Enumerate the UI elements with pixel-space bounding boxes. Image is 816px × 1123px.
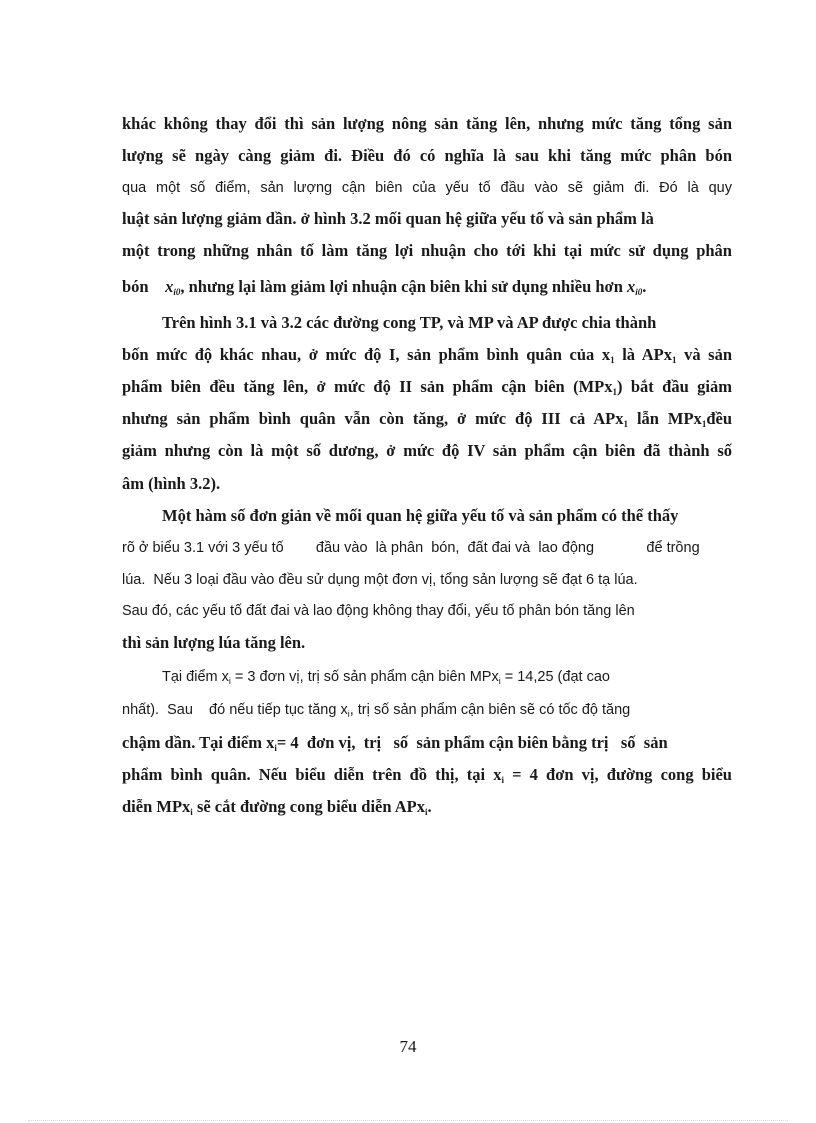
paragraph1-line1: khác không thay đổi thì sản lượng nông sản tăng lên, nhưng mức tăng tổng sản [122, 114, 732, 133]
text-segment: bốn mức độ khác nhau, ở mức độ I, sản phẩm bình quân của x [122, 345, 611, 364]
text-segment: đều [706, 409, 732, 428]
paragraph3-line3: lúa. Nếu 3 loại đầu vào đều sử dụng một đơn vị, tổng sản lượng sẽ đạt 6 tạ lúa. [122, 572, 638, 588]
math-subscript: i0 [635, 287, 643, 297]
text-segment: chậm dần. Tại điểm x [122, 733, 275, 752]
subscript: 1 [671, 355, 677, 365]
text-segment: = 3 đơn vị, trị số sản phẩm cận biên MPx [230, 669, 499, 685]
paragraph4-line2 [122, 700, 732, 724]
paragraph3-line2: rõ ở biểu 3.1 với 3 yếu tố đầu vào là phân bón, đất đai và lao động để trồng [122, 540, 700, 556]
paragraph4-line4 [122, 765, 732, 790]
subscript: 1 [701, 419, 707, 429]
subscript: 1 [623, 419, 628, 429]
paragraph2-line4 [122, 409, 732, 434]
paragraph1-line6 [122, 277, 732, 302]
text-segment: bón [122, 277, 149, 296]
math-variable: x [165, 277, 174, 296]
paragraph3-line1: Một hàm số đơn giản về mối quan hệ giữa yếu tố và sản phẩm có thể thấy [162, 506, 679, 525]
text-segment: = 4 đơn vị, đường cong biểu [503, 765, 732, 784]
page-number: 74 [399, 1037, 417, 1056]
text-segment: = 14,25 (đạt cao [500, 669, 610, 685]
text-segment: phẩm biên đều tăng lên, ở mức độ II sản phẩm cận biên (MPx [122, 377, 613, 396]
text-segment: và sản [676, 345, 732, 364]
text-segment: nhưng sản phẩm bình quân vẫn còn tăng, ở mức độ III cả APx [122, 409, 624, 428]
subscript: i [347, 709, 350, 719]
paragraph1-line4: luật sản lượng giảm dần. ở hình 3.2 mối quan hệ giữa yếu tố và sản phẩm là [122, 209, 654, 228]
subscript: 1 [612, 387, 618, 397]
paragraph2-line2 [122, 345, 732, 370]
math-subscript: i0 [173, 287, 181, 297]
paragraph3-line5: thì sản lượng lúa tăng lên. [122, 633, 306, 652]
text-segment: , nhưng lại làm giảm lợi nhuận cận biên khi sử dụng nhiều hơn [180, 277, 623, 296]
paragraph2-line1: Trên hình 3.1 và 3.2 các đường cong TP, và MP và AP được chia thành [162, 313, 657, 332]
paragraph2-line5: giảm nhưng còn là một số dương, ở mức độ IV sản phẩm cận biên đã thành số [122, 441, 732, 460]
paragraph4-line3 [122, 733, 732, 758]
subscript: i [274, 743, 277, 753]
text-segment: nhất). Sau đó nếu tiếp tục tăng x [122, 702, 348, 718]
text-segment: . [427, 797, 432, 816]
subscript: 1 [610, 355, 615, 365]
paragraph3-line4: Sau đó, các yếu tố đất đai và lao động không thay đổi, yếu tố phân bón tăng lên [122, 603, 635, 619]
subscript: i [498, 676, 501, 686]
paragraph2-line3 [122, 377, 732, 402]
text-segment: phẩm bình quân. Nếu biểu diễn trên đồ thị, tại x [122, 765, 502, 784]
paragraph4-line1 [162, 667, 732, 691]
subscript: i [425, 807, 428, 817]
text-segment: . [642, 277, 647, 296]
text-segment: Tại điểm x [162, 669, 229, 685]
text-segment: lẫn MPx [628, 409, 702, 428]
paragraph1-line5: một trong những nhân tố làm tăng lợi nhuận cho tới khi tại mức sử dụng phân [122, 241, 732, 260]
page-bottom-divider [28, 1120, 788, 1121]
text-segment: là APx [614, 345, 672, 364]
math-variable: x [627, 277, 636, 296]
paragraph4-line5 [122, 797, 732, 822]
subscript: i [501, 775, 504, 785]
text-segment: = 4 đơn vị, trị số sản phẩm cận biên bằng trị số sản [276, 733, 668, 752]
paragraph1-line3: qua một số điểm, sản lượng cận biên của yếu tố đầu vào sẽ giảm đi. Đó là quy [122, 180, 732, 196]
paragraph2-line6: âm (hình 3.2). [122, 474, 221, 493]
subscript: i [190, 807, 193, 817]
text-segment: ) bắt đầu giảm [617, 377, 732, 396]
text-segment: , trị số sản phẩm cận biên sẽ có tốc độ tăng [349, 702, 631, 718]
subscript: i [228, 676, 231, 686]
paragraph1-line2: lượng sẽ ngày càng giảm đi. Điều đó có nghĩa là sau khi tăng mức phân bón [122, 146, 732, 165]
text-segment: diễn MPx [122, 797, 191, 816]
text-segment: sẽ cắt đường cong biểu diễn APx [192, 797, 425, 816]
